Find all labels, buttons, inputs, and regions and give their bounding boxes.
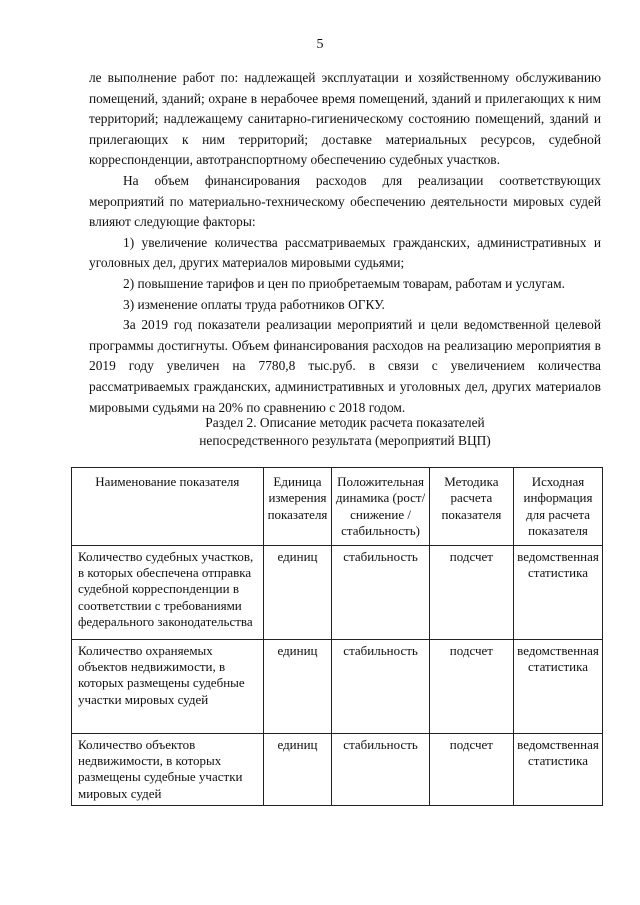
cell-dynamics: стабильность <box>332 545 429 639</box>
table-row <box>72 545 603 639</box>
paragraph-factor-2: 2) повышение тарифов и цен по приобретаемым товарам, работам и услугам. <box>123 275 565 291</box>
header-indicator-name: Наименование показателя <box>72 468 264 546</box>
header-source: Исходная информация для расчета показателя <box>514 468 603 546</box>
table-row <box>72 639 603 733</box>
table-row <box>72 733 603 806</box>
cell-method: подсчет <box>429 545 513 639</box>
page-number: 5 <box>316 37 324 52</box>
cell-indicator-name: Количество объектов недвижимости, в которых размещены судебные участки мировых судей <box>72 733 264 806</box>
header-method: Методика расчета показателя <box>429 468 513 546</box>
paragraph-results-2019: За 2019 год показатели реализации мероприятий и цели ведомственной целевой программы достигнуты. Объем финансирования расходов на реализацию мероприятия в 2019 году увеличен на 7780,8 тыс.руб. в связи с увеличением количества рассматриваемых гражданских, административных и уголовных дел, других материалов мировыми судьями на 20% по сравнению с 2018 годом. <box>89 317 601 415</box>
cell-dynamics: стабильность <box>332 639 429 733</box>
cell-unit: единиц <box>263 639 332 733</box>
paragraph-continuation: ле выполнение работ по: надлежащей эксплуатации и хозяйственному обслуживанию помещений, зданий; охране в нерабочее время помещений, зданий и прилегающих к ним территорий; надлежащему санитарно-гигиеническому состоянию помещений, зданий и прилегающих к ним территорий; доставке материальных ресурсов, судебной корреспонденции, автотранспортному обеспечению судебных участков. <box>89 70 601 168</box>
table-header-row <box>72 468 603 546</box>
cell-indicator-name: Количество судебных участков, в которых обеспечена отправка судебной корреспонденции в соответствии с требованиями федерального законодательства <box>72 545 264 639</box>
section-title-line-1: Раздел 2. Описание методик расчета показателей <box>205 415 485 430</box>
indicators-table <box>71 467 603 806</box>
cell-source: ведомственная статистика <box>514 639 603 733</box>
paragraph-factor-1: 1) увеличение количества рассматриваемых гражданских, административных и уголовных дел, других материалов мировыми судьями; <box>89 234 601 271</box>
cell-unit: единиц <box>263 545 332 639</box>
cell-source: ведомственная статистика <box>514 545 603 639</box>
cell-unit: единиц <box>263 733 332 806</box>
cell-dynamics: стабильность <box>332 733 429 806</box>
cell-method: подсчет <box>429 639 513 733</box>
header-dynamics: Положительная динамика (рост/снижение / стабильность) <box>332 468 429 546</box>
cell-method: подсчет <box>429 733 513 806</box>
paragraph-factor-3: 3) изменение оплаты труда работников ОГКУ. <box>123 296 385 312</box>
cell-source: ведомственная статистика <box>514 733 603 806</box>
header-unit: Единица измерения показателя <box>263 468 332 546</box>
paragraph-funding-factors: На объем финансирования расходов для реализации соответствующих мероприятий по материально-техническому обеспечению деятельности мировых судей влияют следующие факторы: <box>89 172 601 230</box>
section-title-line-2: непосредственного результата (мероприятий ВЦП) <box>199 433 491 448</box>
body-text <box>89 68 601 418</box>
cell-indicator-name: Количество охраняемых объектов недвижимости, в которых размещены судебные участки мировых судей <box>72 639 264 733</box>
section-title <box>89 414 601 450</box>
